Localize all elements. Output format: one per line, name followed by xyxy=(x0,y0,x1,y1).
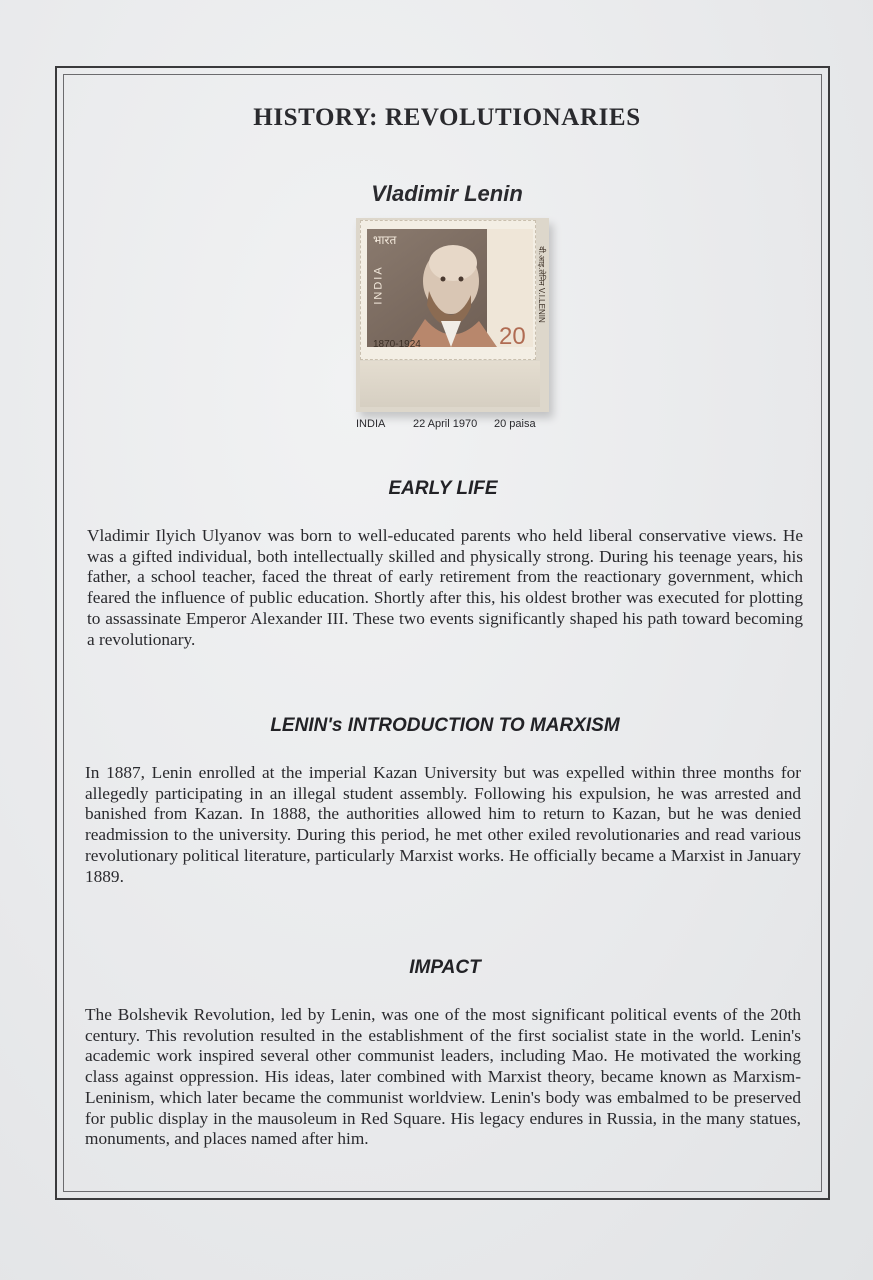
stamp-name-text: वी.आइ.लेनिन V.I.LENIN xyxy=(536,246,546,323)
subject-name: Vladimir Lenin xyxy=(371,181,523,206)
stamp-india-text: INDIA xyxy=(372,265,385,305)
impact-heading: IMPACT xyxy=(409,957,481,978)
stamp-caption-denomination: 20 paisa xyxy=(494,418,536,430)
stamp-selvage xyxy=(360,361,540,407)
impact-body: The Bolshevik Revolution, led by Lenin, was one of the most significant political events of the 20th century. This revolution resulted in the establishment of the first socialist state in the world. Lenin's academic work inspired several other communist leaders, including Mao. He motivated the working class against oppression. His ideas, later combined with Marxist theory, became known as Marxism-Leninism, which later became the communist worldview. Lenin's body was embalmed to be preserved for public display in the mausoleum in Red Square. His legacy endures in Russia, in the many statues, monuments, and places named after him. xyxy=(85,1005,801,1149)
stamp-caption-country: INDIA xyxy=(356,418,386,430)
stamp-value: 20 xyxy=(499,323,526,350)
stamp-bharat-text: भारत xyxy=(373,233,397,247)
page-title: HISTORY: REVOLUTIONARIES xyxy=(253,104,641,131)
marxism-body: In 1887, Lenin enrolled at the imperial Kazan University but was expelled within three months for allegedly participating in an illegal student assembly. Following his expulsion, he was arrested and banished from Kazan. In 1888, the authorities allowed him to return to Kazan, but he was denied readmission to the university. During this period, he met other exiled revolutionaries and read various revolutionary political literature, particularly Marxist works. He officially became a Marxist in January 1889. xyxy=(85,763,801,886)
stamp-mount xyxy=(356,218,549,412)
stamp-caption-date: 22 April 1970 xyxy=(413,418,478,430)
early-life-body: Vladimir Ilyich Ulyanov was born to well-educated parents who held liberal conservative views. He was a gifted individual, both intellectually skilled and physically strong. During his teenage years, his father, a school teacher, faced the threat of early retirement from the reactionary government, which feared the influence of public education. Shortly after this, his oldest brother was executed for plotting to assassinate Emperor Alexander III. These two events significantly shaped his path toward becoming a revolutionary. xyxy=(87,526,803,649)
early-life-heading: EARLY LIFE xyxy=(388,478,498,499)
stamp xyxy=(360,220,546,360)
stamp-years: 1870-1924 xyxy=(373,339,421,350)
marxism-heading: LENIN's INTRODUCTION TO MARXISM xyxy=(270,715,620,736)
page-content xyxy=(63,74,822,1192)
